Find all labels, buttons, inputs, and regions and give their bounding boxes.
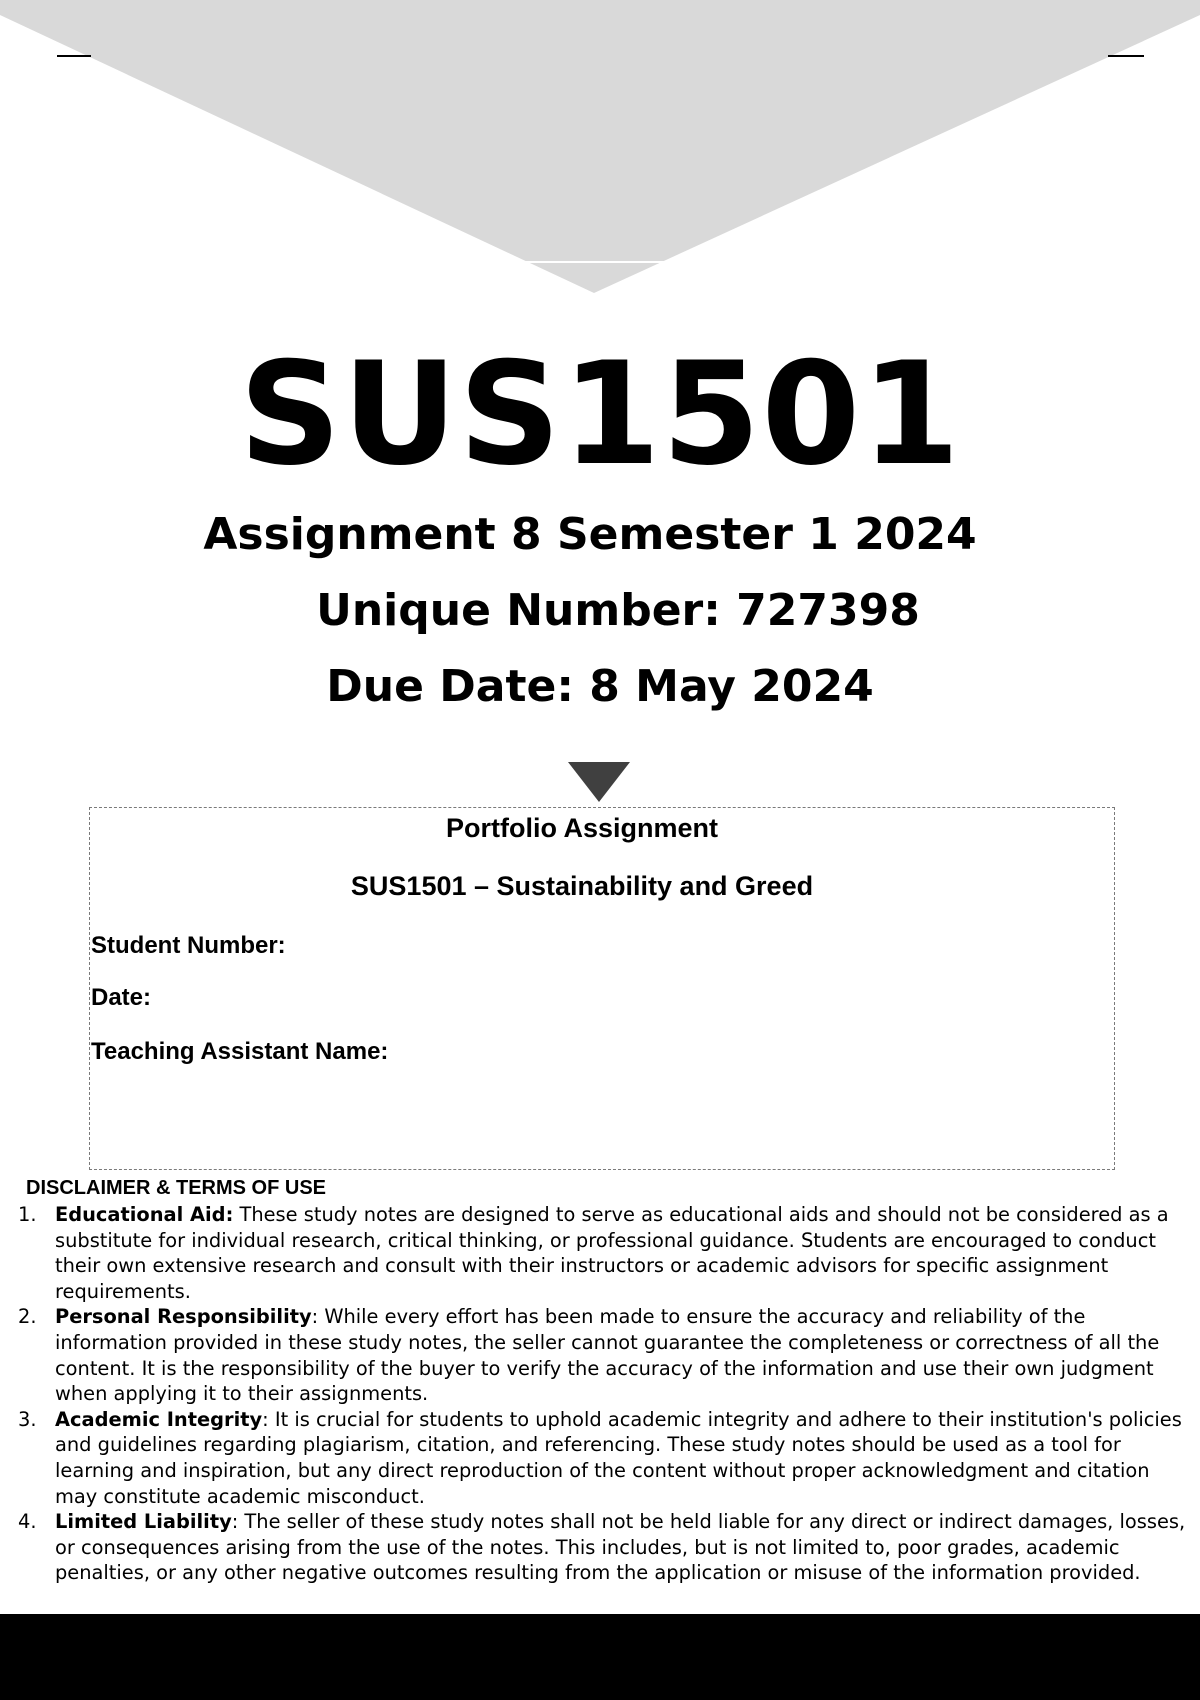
disclaimer-item — [18, 1509, 1190, 1586]
header-rule-right — [1108, 55, 1144, 57]
header-banner-graphic — [0, 0, 1200, 300]
disclaimer-list — [18, 1202, 1190, 1586]
down-arrow-icon — [568, 762, 630, 802]
teaching-assistant-label: Teaching Assistant Name: — [91, 1038, 389, 1065]
disclaimer-heading: DISCLAIMER & TERMS OF USE — [26, 1177, 327, 1199]
student-number-label: Student Number: — [91, 932, 286, 959]
disclaimer-item-number: 4. — [18, 1510, 37, 1534]
disclaimer-item — [18, 1202, 1190, 1304]
header-rule-left — [57, 55, 91, 57]
disclaimer-item-text: : While every effort has been made to ensure the accuracy and reliability of the information provided in these study notes, the seller cannot guarantee the completeness or correctness of all the content. It is the responsibility of the buyer to verify the accuracy of the information and use their own judgment when applying it to their assignments. — [55, 1305, 1160, 1406]
footer-bar — [0, 1614, 1200, 1700]
disclaimer-item-number: 2. — [18, 1305, 37, 1329]
banner-chevron-shape — [0, 0, 1200, 293]
disclaimer-item-text: : It is crucial for students to uphold academic integrity and adhere to their institution's policies and guidelines regarding plagiarism, citation, and referencing. These study notes should be used as a tool for learning and inspiration, but any direct reproduction of the content without proper acknowledgment and citation may constitute academic misconduct. — [55, 1407, 1182, 1508]
disclaimer-item-term: Personal Responsibility — [55, 1305, 312, 1329]
disclaimer-item-text: : The seller of these study notes shall not be held liable for any direct or indirect damages, losses, or consequences arising from the use of the notes. This includes, but is not limited to, poor grades, academic penalties, or any other negative outcomes resulting from the application or misuse of the information provided. — [55, 1510, 1186, 1585]
disclaimer-item-number: 3. — [18, 1407, 37, 1431]
disclaimer-item — [18, 1407, 1190, 1509]
disclaimer-item — [18, 1304, 1190, 1406]
unique-number-line: Unique Number: 727398 — [316, 585, 920, 636]
form-title: Portfolio Assignment — [445, 813, 718, 843]
assignment-line: Assignment 8 Semester 1 2024 — [203, 509, 977, 560]
due-date-line: Due Date: 8 May 2024 — [326, 661, 874, 712]
disclaimer-item-term: Limited Liability — [55, 1510, 232, 1534]
disclaimer-item-number: 1. — [18, 1203, 37, 1226]
form-subtitle: SUS1501 – Sustainability and Greed — [350, 871, 814, 901]
disclaimer-item-text: These study notes are designed to serve as educational aids and should not be considered as a substitute for individual research, critical thinking, or professional guidance. Students are encouraged to conduct their own extensive research and consult with their instructors or academic advisors for specific assignment requirements. — [55, 1203, 1169, 1303]
disclaimer-item-term: Academic Integrity — [55, 1407, 263, 1431]
date-label: Date: — [91, 984, 152, 1011]
course-code-title: SUS1501 — [238, 332, 962, 497]
disclaimer-item-term: Educational Aid: — [55, 1203, 234, 1226]
cover-form-box — [89, 807, 1115, 1170]
